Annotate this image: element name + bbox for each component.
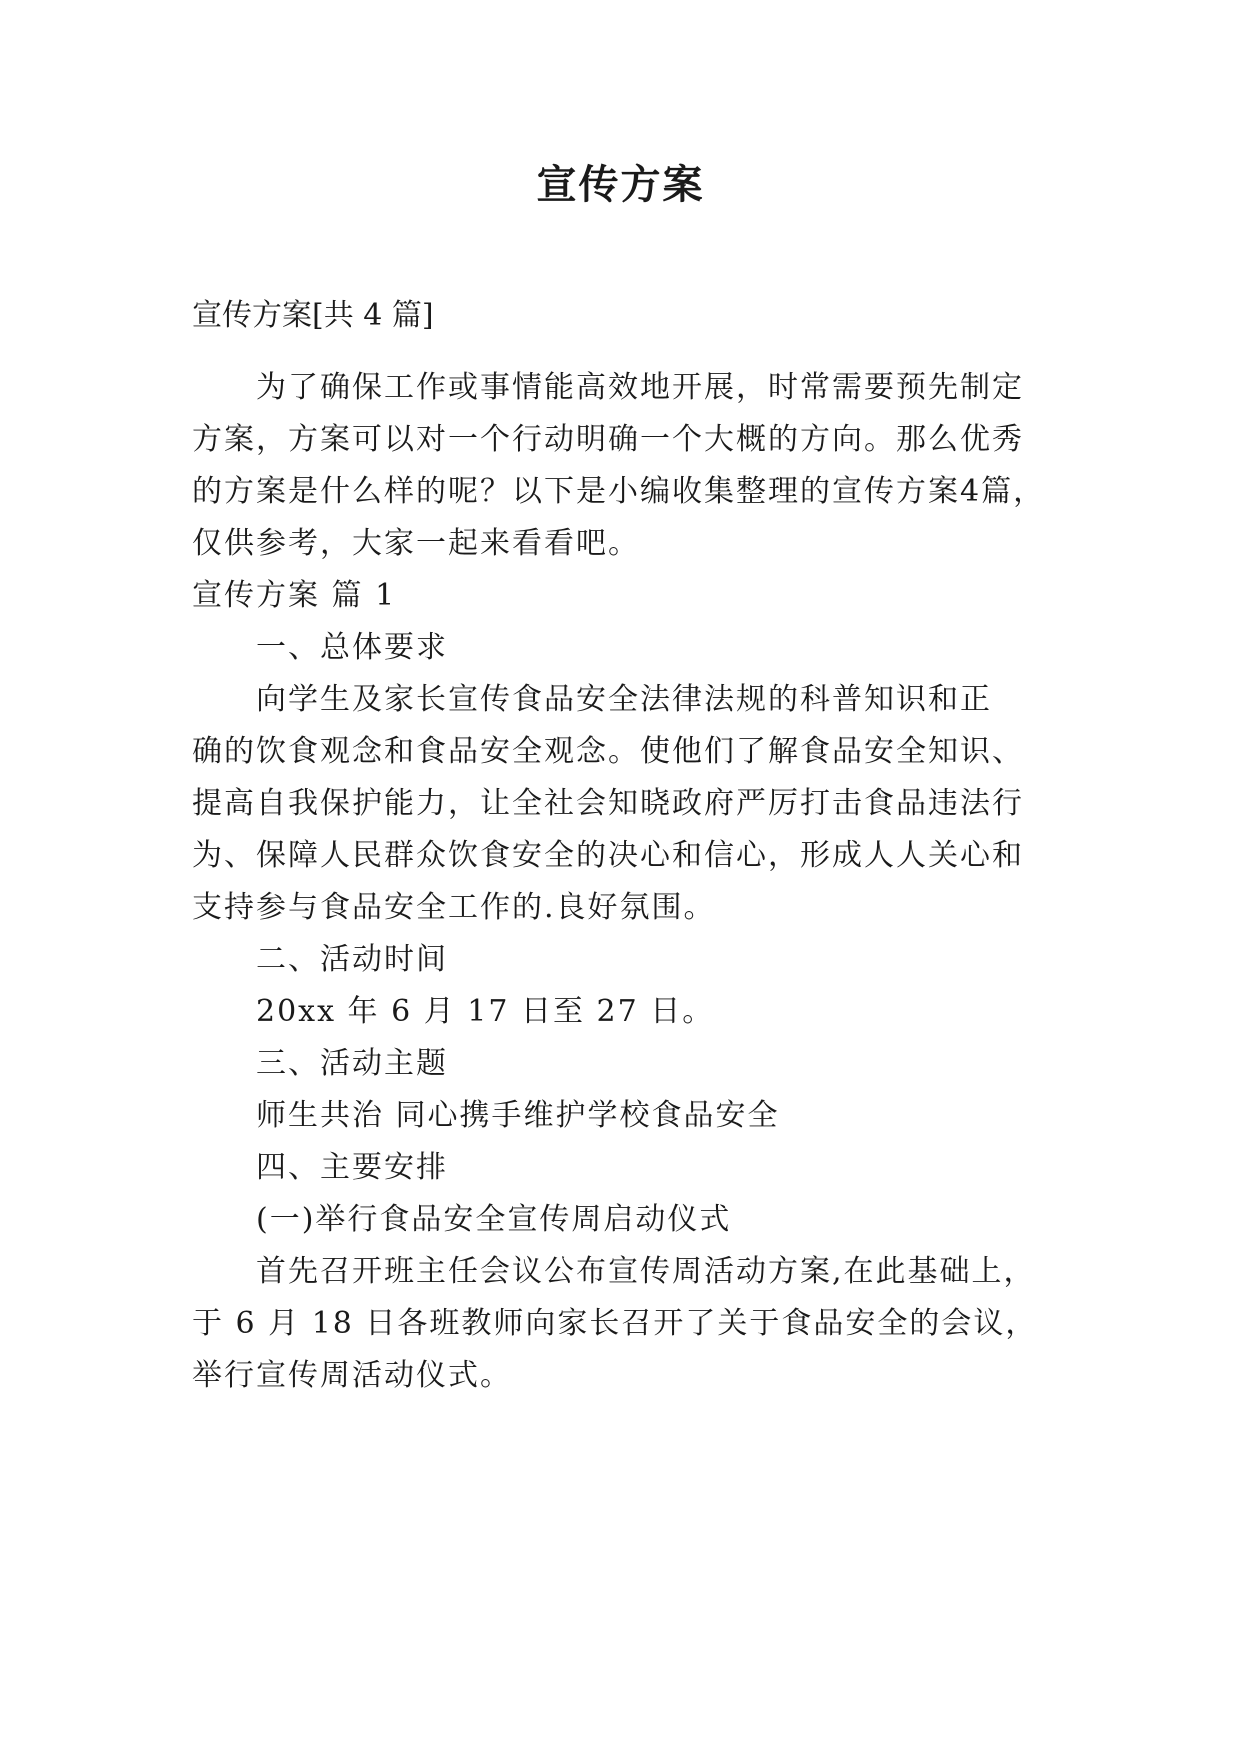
theme-line: 师生共治 同心携手维护学校食品安全 xyxy=(256,1098,780,1133)
paragraph-line-1: 向学生及家长宣传食品安全法律法规的科普知识和正 xyxy=(256,682,992,717)
paragraph-line-4: 为、保障人民群众饮食安全的决心和信心，形成人人关心和 xyxy=(192,838,1024,873)
paragraph-line-3: 提高自我保护能力，让全社会知晓政府严厉打击食品违法行 xyxy=(192,786,1024,821)
document-title: 宣传方案 xyxy=(536,161,705,208)
intro-line-1: 为了确保工作或事情能高效地开展，时常需要预先制定 xyxy=(256,370,1024,405)
item-heading-1: 一、总体要求 xyxy=(256,630,448,665)
intro-line-3: 的方案是什么样的呢？以下是小编收集整理的宣传方案4篇， xyxy=(192,474,1046,509)
arrangement-line-1: 首先召开班主任会议公布宣传周活动方案,在此基础上， xyxy=(256,1254,1036,1289)
paragraph-line-5: 支持参与食品安全工作的.良好氛围。 xyxy=(192,890,716,925)
sub-item-heading-1: (一)举行食品安全宣传周启动仪式 xyxy=(256,1202,732,1237)
paragraph-line-2: 确的饮食观念和食品安全观念。使他们了解食品安全知识、 xyxy=(192,734,1024,769)
item-heading-3: 三、活动主题 xyxy=(256,1046,448,1081)
arrangement-line-2: 于 6 月 18 日各班教师向家长召开了关于食品安全的会议， xyxy=(192,1306,1038,1341)
date-line: 20xx 年 6 月 17 日至 27 日。 xyxy=(256,994,715,1029)
section-heading-1: 宣传方案 篇 1 xyxy=(192,578,397,613)
document-subtitle: 宣传方案[共 4 篇] xyxy=(192,298,434,333)
intro-line-2: 方案，方案可以对一个行动明确一个大概的方向。那么优秀 xyxy=(192,422,1024,457)
intro-line-4: 仅供参考，大家一起来看看吧。 xyxy=(192,526,640,561)
arrangement-line-3: 举行宣传周活动仪式。 xyxy=(192,1358,512,1393)
item-heading-2: 二、活动时间 xyxy=(256,942,448,977)
item-heading-4: 四、主要安排 xyxy=(256,1150,448,1185)
